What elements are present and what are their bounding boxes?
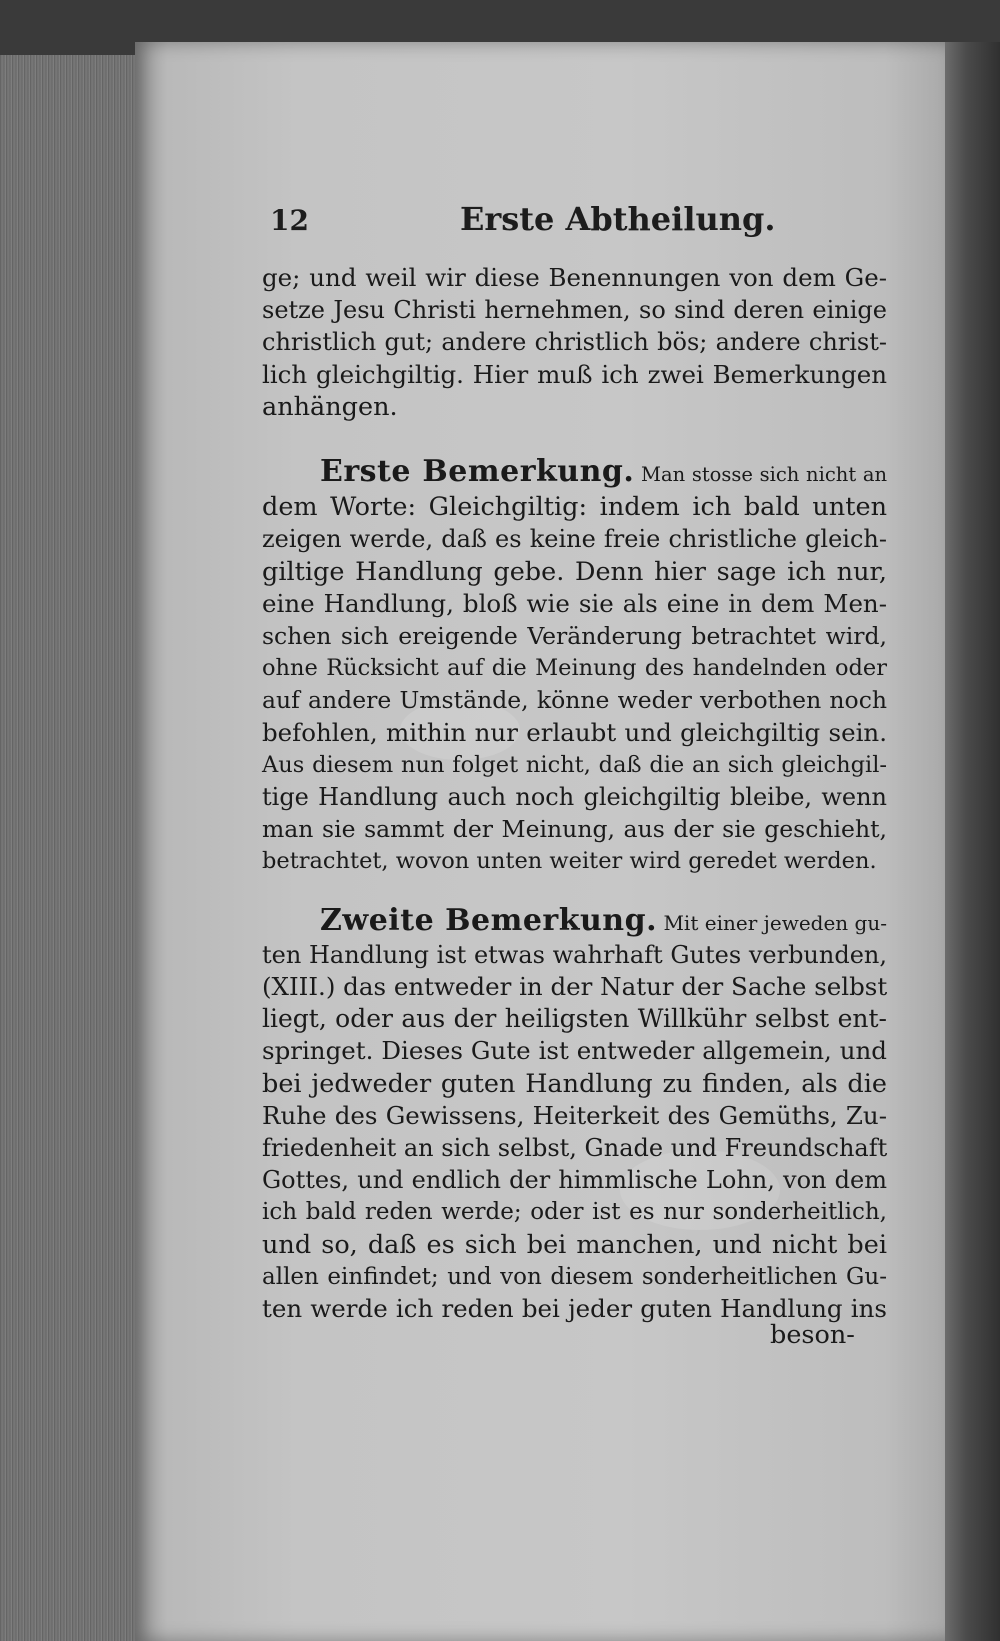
- text-line: christlich gut; andere christlich bös; andere christ-: [262, 328, 887, 357]
- text-line: lich gleichgiltig. Hier muß ich zwei Bemerkungen: [262, 359, 887, 389]
- catchword: beson-: [770, 1320, 855, 1350]
- text-line: und so, daß es sich bei manchen, und nicht bei: [262, 1229, 887, 1260]
- text-line: auf andere Umstände, könne weder verbothen noch: [262, 686, 887, 715]
- text-line: befohlen, mithin nur erlaubt und gleichgiltig sein.: [262, 717, 887, 747]
- text-line: allen einfindet; und von diesem sonderheitlichen Gu-: [262, 1263, 887, 1290]
- text-line: liegt, oder aus der heiligsten Willkühr selbst ent-: [262, 1004, 887, 1034]
- text-line: (XIII.) das entweder in der Natur der Sache selbst: [262, 972, 888, 1002]
- text-line: ten werde ich reden bei jeder guten Handlung ins: [262, 1294, 887, 1324]
- body-text: [262, 262, 887, 1325]
- text-line: Ruhe des Gewissens, Heiterkeit des Gemüths, Zu-: [262, 1100, 887, 1130]
- text-line: dem Worte: Gleichgiltig: indem ich bald unten: [262, 492, 887, 523]
- page-edges: [0, 55, 140, 1641]
- page-number: 12: [270, 204, 309, 237]
- text-line: tige Handlung auch noch gleichgiltig bleibe, wenn: [262, 783, 887, 812]
- text-line: schen sich ereigende Veränderung betrachtet wird,: [262, 622, 887, 651]
- text-line: anhängen.: [262, 391, 398, 422]
- text-line: setze Jesu Christi hernehmen, so sind deren einige: [262, 296, 887, 325]
- text-line: ohne Rücksicht auf die Meinung des handelnden oder: [262, 655, 887, 682]
- paragraph-1: [262, 262, 887, 423]
- text-line: man sie sammt der Meinung, aus der sie geschieht,: [262, 815, 887, 844]
- paragraph-2: [262, 456, 887, 878]
- page-header: [270, 200, 776, 250]
- text-fragment: Man stosse sich nicht an: [641, 463, 888, 487]
- text-line: eine Handlung, bloß wie sie als eine in dem Men-: [262, 588, 887, 618]
- text-line: zeigen werde, daß es keine freie christliche gleich-: [262, 525, 887, 554]
- text-line-first: [262, 902, 888, 939]
- text-line: springet. Dieses Gute ist entweder allgemein, und: [262, 1036, 887, 1066]
- text-line: Aus diesem nun folget nicht, daß die an sich gleichgil-: [262, 751, 887, 778]
- text-line: bei jedweder guten Handlung zu finden, als die: [262, 1068, 887, 1099]
- section-heading: Erste Bemerkung.: [320, 454, 635, 490]
- text-line: ten Handlung ist etwas wahrhaft Gutes verbunden,: [262, 940, 887, 969]
- running-head: Erste Abtheilung.: [460, 200, 776, 238]
- text-line-first: [262, 456, 887, 491]
- text-line: Gottes, und endlich der himmlische Lohn, von dem: [262, 1166, 887, 1195]
- text-line: ich bald reden werde; oder ist es nur sonderheitlich,: [262, 1199, 887, 1226]
- book-gutter-shadow: [945, 42, 1000, 1641]
- text-line: betrachtet, wovon unten weiter wird geredet werden.: [262, 848, 877, 875]
- text-fragment: Mit einer jeweden gu-: [663, 910, 888, 935]
- text-line: ge; und weil wir diese Benennungen von dem Ge-: [262, 263, 887, 292]
- text-line: giltige Handlung gebe. Denn hier sage ich nur,: [262, 556, 887, 587]
- paragraph-3: [262, 902, 888, 1326]
- section-heading: Zweite Bemerkung.: [320, 902, 658, 938]
- text-line: friedenheit an sich selbst, Gnade und Freundschaft: [262, 1134, 888, 1163]
